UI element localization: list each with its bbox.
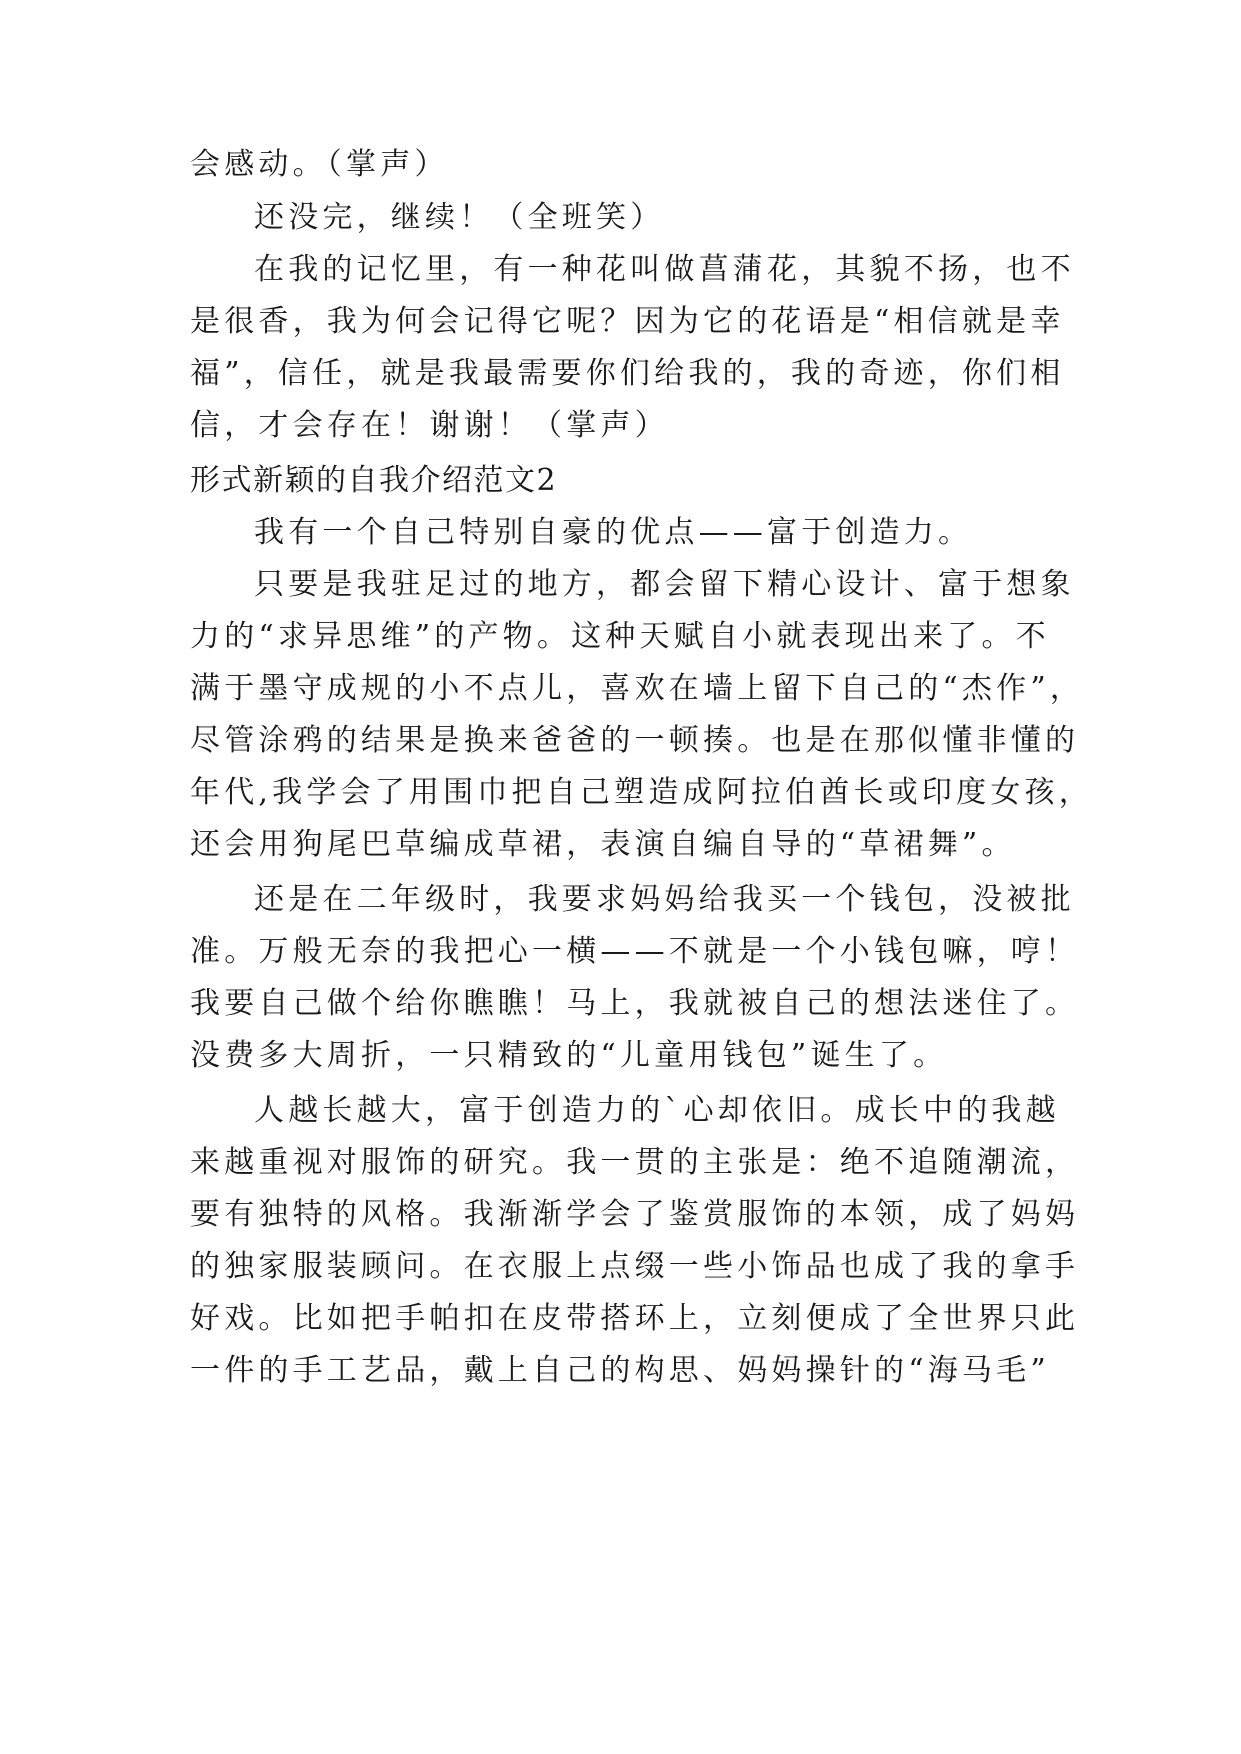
text-line: 我要自己做个给你瞧瞧！马上，我就被自己的想法迷住了。: [190, 986, 1080, 1021]
paragraph-first-line: 还没完，继续！（全班笑）: [254, 200, 665, 235]
text-line: 福”，信任，就是我最需要你们给我的，我的奇迹，你们相: [190, 356, 1065, 391]
text-line: 年代,我学会了用围巾把自己塑造成阿拉伯酋长或印度女孩，: [190, 775, 1093, 810]
paragraph-first-line: 只要是我驻足过的地方，都会留下精心设计、富于想象: [254, 567, 1075, 602]
section-heading: 形式新颖的自我介绍范文2: [190, 463, 558, 498]
text-line: 是很香，我为何会记得它呢？因为它的花语是“相信就是幸: [190, 304, 1065, 339]
text-line: 信，才会存在！谢谢！（掌声）: [190, 408, 669, 443]
text-line: 没费多大周折，一只精致的“儿童用钱包”诞生了。: [190, 1038, 948, 1073]
paragraph-first-line: 我有一个自己特别自豪的优点——富于创造力。: [254, 515, 973, 550]
text-line: 一件的手工艺品，戴上自己的构思、妈妈操针的“海马毛”: [190, 1353, 1050, 1388]
paragraph-first-line: 在我的记忆里，有一种花叫做菖蒲花，其貌不扬，也不: [254, 252, 1075, 287]
text-line: 好戏。比如把手帕扣在皮带搭环上，立刻便成了全世界只此: [190, 1301, 1080, 1336]
text-line: 满于墨守成规的小不点儿，喜欢在墙上留下自己的“杰作”，: [190, 671, 1085, 706]
text-line: 尽管涂鸦的结果是换来爸爸的一顿揍。也是在那似懂非懂的: [190, 723, 1080, 758]
text-line: 会感动。（掌声）: [190, 147, 449, 182]
paragraph-first-line: 人越长越大，富于创造力的`心却依旧。成长中的我越: [254, 1093, 1060, 1128]
text-line: 要有独特的风格。我渐渐学会了鉴赏服饰的本领，成了妈妈: [190, 1197, 1080, 1232]
text-line: 力的“求异思维”的产物。这种天赋自小就表现出来了。不: [190, 619, 1050, 654]
text-line: 还会用狗尾巴草编成草裙，表演自编自导的“草裙舞”。: [190, 827, 1016, 862]
paragraph-first-line: 还是在二年级时，我要求妈妈给我买一个钱包，没被批: [254, 882, 1075, 917]
text-line: 准。万般无奈的我把心一横——不就是一个小钱包嘛，哼！: [190, 934, 1080, 969]
text-line: 的独家服装顾问。在衣服上点缀一些小饰品也成了我的拿手: [190, 1249, 1080, 1284]
text-line: 来越重视对服饰的研究。我一贯的主张是：绝不追随潮流，: [190, 1145, 1080, 1180]
